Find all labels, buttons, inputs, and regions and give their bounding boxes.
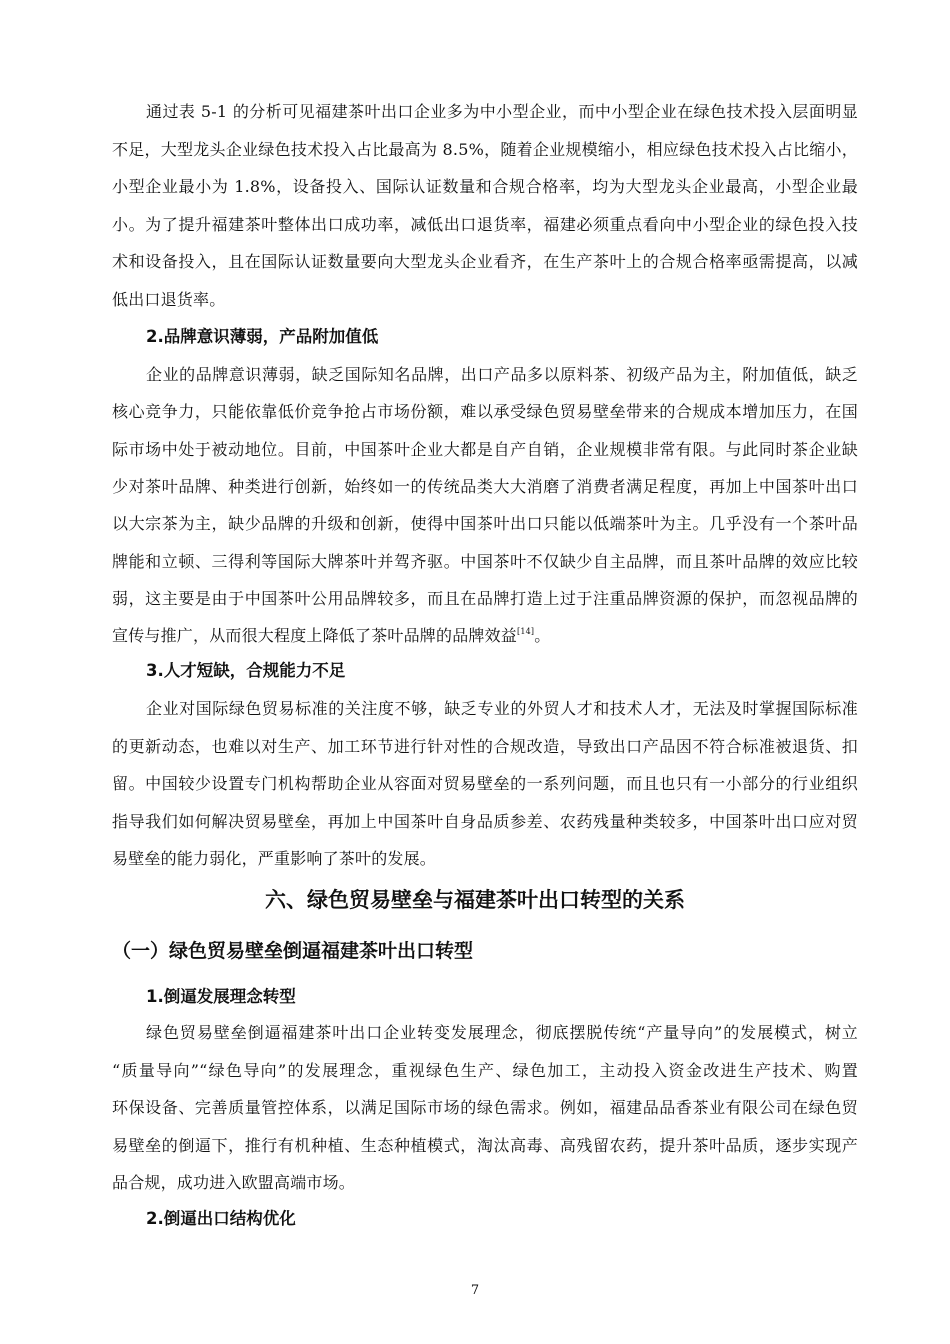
paragraph-line: 牌能和立顿、三得利等国际大牌茶叶并驾齐驱。中国茶叶不仅缺少自主品牌，而且茶叶品牌的效应比较: [112, 552, 858, 571]
section-title: （一）绿色贸易壁垒倒逼福建茶叶出口转型: [112, 940, 474, 962]
paragraph-line: 留。中国较少设置专门机构帮助企业从容面对贸易壁垒的一系列问题，而且也只有一小部分的行业组织: [112, 774, 858, 793]
paragraph-line: 绿色贸易壁垒倒逼福建茶叶出口企业转变发展理念，彻底摆脱传统“产量导向”的发展模式，树立: [146, 1023, 858, 1042]
paragraph-text: 。: [534, 626, 551, 645]
paragraph-line: 的更新动态，也难以对生产、加工环节进行针对性的合规改造，导致出口产品因不符合标准被退货、扣: [112, 737, 858, 756]
paragraph-text: 宣传与推广，从而很大程度上降低了茶叶品牌的品牌效益: [112, 626, 518, 645]
subheading-brand: 2.品牌意识薄弱，产品附加值低: [146, 327, 379, 346]
paragraph-line: 低出口退货率。: [112, 290, 226, 309]
paragraph-line: 环保设备、完善质量管控体系，以满足国际市场的绿色需求。例如，福建品品香茶业有限公司在绿色贸: [112, 1098, 858, 1117]
paragraph-line: 易壁垒的能力弱化，严重影响了茶叶的发展。: [112, 849, 437, 868]
citation-reference: [14]: [517, 627, 535, 636]
paragraph-line-with-citation: [112, 626, 858, 646]
paragraph-line: 术和设备投入，且在国际认证数量要向大型龙头企业看齐，在生产茶叶上的合规合格率亟需提高，以减: [112, 252, 858, 271]
paragraph-line: 际市场中处于被动地位。目前，中国茶叶企业大都是自产自销，企业规模非常有限。与此同时茶企业缺: [112, 440, 858, 459]
paragraph-line: 企业对国际绿色贸易标准的关注度不够，缺乏专业的外贸人才和技术人才，无法及时掌握国际标准: [146, 699, 858, 718]
paragraph-line: 指导我们如何解决贸易壁垒，再加上中国茶叶自身品质参差、农药残量种类较多，中国茶叶出口应对贸: [112, 812, 858, 831]
paragraph-line: 小。为了提升福建茶叶整体出口成功率，减低出口退货率，福建必须重点看向中小型企业的绿色投入技: [112, 215, 858, 234]
subheading-concept: 1.倒逼发展理念转型: [146, 987, 296, 1006]
paragraph-line: 小型企业最小为 1.8%，设备投入、国际认证数量和合规合格率，均为大型龙头企业最高，小型企业最: [112, 177, 858, 196]
paragraph-line: 企业的品牌意识薄弱，缺乏国际知名品牌，出口产品多以原料茶、初级产品为主，附加值低，缺乏: [146, 365, 858, 384]
paragraph-line: “质量导向”“绿色导向”的发展理念，重视绿色生产、绿色加工，主动投入资金改进生产技术、购置: [112, 1061, 858, 1080]
paragraph-line: 少对茶叶品牌、种类进行创新，始终如一的传统品类大大消磨了消费者满足程度，再加上中国茶叶出口: [112, 477, 858, 496]
subheading-structure: 2.倒逼出口结构优化: [146, 1209, 296, 1228]
page-number: 7: [470, 1283, 480, 1298]
paragraph-line: 以大宗茶为主，缺少品牌的升级和创新，使得中国茶叶出口只能以低端茶叶为主。几乎没有一个茶叶品: [112, 514, 858, 533]
paragraph-line: 通过表 5-1 的分析可见福建茶叶出口企业多为中小型企业，而中小型企业在绿色技术投入层面明显: [146, 102, 858, 121]
subheading-talent: 3.人才短缺，合规能力不足: [146, 661, 346, 680]
chapter-title: 六、绿色贸易壁垒与福建茶叶出口转型的关系: [265, 888, 685, 912]
paragraph-line: 不足，大型龙头企业绿色技术投入占比最高为 8.5%，随着企业规模缩小，相应绿色技术投入占比缩小，: [112, 140, 858, 159]
paragraph-line: 弱，这主要是由于中国茶叶公用品牌较多，而且在品牌打造上过于注重品牌资源的保护，而忽视品牌的: [112, 589, 858, 608]
paragraph-line: 核心竞争力，只能依靠低价竞争抢占市场份额，难以承受绿色贸易壁垒带来的合规成本增加压力，在国: [112, 402, 858, 421]
paragraph-line: 易壁垒的倒逼下，推行有机种植、生态种植模式，淘汰高毒、高残留农药，提升茶叶品质，逐步实现产: [112, 1136, 858, 1155]
paragraph-line: 品合规，成功进入欧盟高端市场。: [112, 1173, 356, 1192]
